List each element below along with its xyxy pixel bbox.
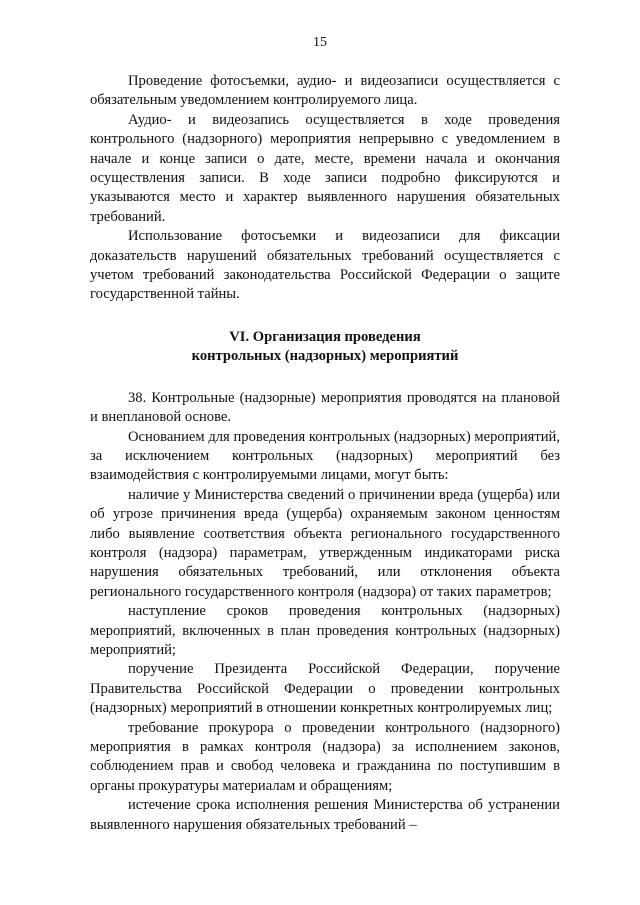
list-item-prosecutor-demand: требование прокурора о проведении контрольного (надзорного) мероприятия в рамках контроля (надзора) за исполнением законов, соблюдением прав и свобод человека и гражданина по поступившим в органы прокуратуры материалам и обращениям; bbox=[90, 719, 560, 794]
paragraph-grounds: Основанием для проведения контрольных (надзорных) мероприятий, за исключением контрольных (надзорных) мероприятий без взаимодействия с контролируемыми лицами, могут быть: bbox=[90, 428, 560, 484]
paragraph-state-secret: Использование фотосъемки и видеозаписи для фиксации доказательств нарушений обязательных требований осуществляется с учетом требований законодательства Российской Федерации о защите государственной тайны. bbox=[90, 228, 560, 303]
paragraph-photo-notice: Проведение фотосъемки, аудио- и видеозаписи осуществляется с обязательным уведомлением контролируемого лица. bbox=[90, 73, 560, 109]
list-item-plan-deadlines: наступление сроков проведения контрольных (надзорных) мероприятий, включенных в план проведения контрольных (надзорных) мероприятий; bbox=[90, 603, 560, 658]
section-heading bbox=[90, 328, 560, 367]
document-body bbox=[90, 72, 560, 835]
section-heading-line-1: VI. Организация проведения bbox=[229, 328, 421, 345]
paragraph-38: 38. Контрольные (надзорные) мероприятия проводятся на плановой и внеплановой основе. bbox=[90, 389, 560, 426]
list-item-president-order: поручение Президента Российской Федерации, поручение Правительства Российской Федерации о проведении контрольных (надзорных) мероприятий в отношении конкретных контролируемых лиц; bbox=[90, 661, 560, 717]
section-heading-line-2: контрольных (надзорных) мероприятий bbox=[191, 348, 459, 365]
list-item-harm-info: наличие у Министерства сведений о причинении вреда (ущерба) или об угрозе причинения вреда (ущерба) охраняемым законом ценностям либо выявление соответствия объекта регионального государственного контроля (надзора) параметрам, утвержденным индикаторами риска нарушения обязательных требований, или отклонения объекта регионального государственного контроля (надзора) от таких параметров; bbox=[90, 486, 560, 600]
page-number: 15 bbox=[313, 35, 327, 50]
paragraph-recording-procedure: Аудио- и видеозапись осуществляется в ходе проведения контрольного (надзорного) мероприятия непрерывно с уведомлением в начале и конце записи о дате, месте, времени начала и окончания осуществления записи. В ходе записи подробно фиксируются и указываются место и характер выявленного нарушения обязательных требований. bbox=[90, 111, 560, 225]
list-item-deadline-expiry: истечение срока исполнения решения Министерства об устранении выявленного нарушения обязательных требований – bbox=[90, 797, 560, 833]
